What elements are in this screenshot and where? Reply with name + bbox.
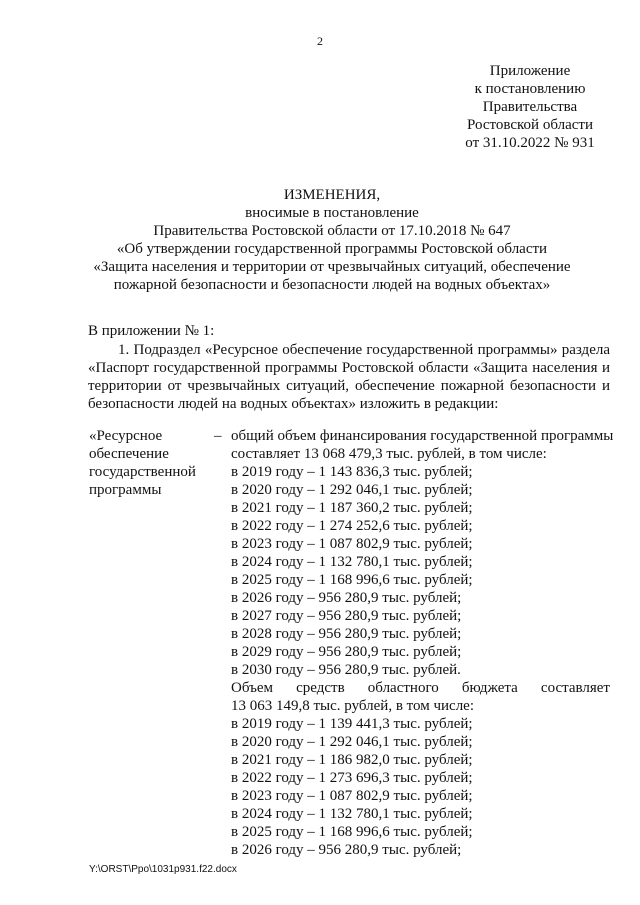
title-heading: ИЗМЕНЕНИЯ,: [283, 187, 381, 203]
year-line: в 2025 году – 1 168 996,6 тыс. рублей;: [231, 572, 473, 588]
file-path-footer: Y:\ORST\Ppo\1031p931.f22.docx: [89, 864, 237, 875]
total-intro-line: общий объем финансирования государственной программы: [231, 428, 614, 444]
year-line: в 2022 году – 1 274 252,6 тыс. рублей;: [231, 518, 473, 534]
total-intro-line: составляет 13 068 479,3 тыс. рублей, в том числе:: [231, 446, 547, 462]
left-line: «Ресурсное: [89, 428, 163, 444]
page-number: 2: [317, 34, 323, 48]
year-line: в 2021 году – 1 186 982,0 тыс. рублей;: [231, 752, 473, 768]
year-line: в 2026 году – 956 280,9 тыс. рублей;: [231, 590, 462, 606]
title-line: вносимые в постановление: [245, 205, 419, 221]
year-line: в 2023 году – 1 087 802,9 тыс. рублей;: [231, 536, 473, 552]
title-line: «Об утверждении государственной программы Ростовской области: [116, 241, 548, 257]
table-right-column: [231, 427, 614, 859]
appendix-line: к постановлению: [474, 81, 586, 97]
year-line: в 2024 году – 1 132 780,1 тыс. рублей;: [231, 554, 473, 570]
year-line: в 2020 году – 1 292 046,1 тыс. рублей;: [231, 482, 473, 498]
year-line: в 2026 году – 956 280,9 тыс. рублей;: [231, 842, 462, 858]
left-line: государственной: [89, 464, 196, 480]
table-dash: –: [214, 428, 222, 444]
year-line: в 2024 году – 1 132 780,1 тыс. рублей;: [231, 806, 473, 822]
regional-intro-line: Объем средств областного бюджета составляет: [231, 680, 610, 696]
year-line: в 2019 году – 1 139 441,3 тыс. рублей;: [231, 716, 473, 732]
year-line: в 2022 году – 1 273 696,3 тыс. рублей;: [231, 770, 473, 786]
year-line: в 2019 году – 1 143 836,3 тыс. рублей;: [231, 464, 473, 480]
appendix-line: Ростовской области: [467, 117, 593, 133]
appendix-line: Приложение: [489, 63, 571, 79]
paragraph-1-text: 1. Подраздел «Ресурсное обеспечение государственной программы» раздела «Паспорт государственной программы Ростовской области «Защита населения и территории от чрезвычайных ситуаций, обеспечение пожарной безопасности и безопасности людей на водных объектах» изложить в редакции:: [88, 342, 610, 412]
year-line: в 2021 году – 1 187 360,2 тыс. рублей;: [231, 500, 473, 516]
year-line: в 2029 году – 956 280,9 тыс. рублей;: [231, 644, 462, 660]
appendix-block: [430, 62, 630, 152]
title-line: пожарной безопасности и безопасности людей на водных объектах»: [113, 277, 551, 293]
year-line: в 2025 году – 1 168 996,6 тыс. рублей;: [231, 824, 473, 840]
title-line: «Защита населения и территории от чрезвычайных ситуаций, обеспечение: [93, 259, 571, 275]
appendix-line: Правительства: [482, 99, 578, 115]
year-line: в 2030 году – 956 280,9 тыс. рублей.: [231, 662, 461, 678]
paragraph-1: [88, 341, 610, 413]
title-line: Правительства Ростовской области от 17.10.2018 № 647: [153, 223, 511, 239]
intro-text: В приложении № 1:: [88, 323, 215, 339]
left-line: программы: [89, 482, 162, 498]
appendix-line: от 31.10.2022 № 931: [465, 135, 595, 151]
year-line: в 2020 году – 1 292 046,1 тыс. рублей;: [231, 734, 473, 750]
year-line: в 2028 году – 956 280,9 тыс. рублей;: [231, 626, 462, 642]
document-title: [62, 186, 602, 294]
left-line: обеспечение: [89, 446, 169, 462]
year-line: в 2027 году – 956 280,9 тыс. рублей;: [231, 608, 462, 624]
year-line: в 2023 году – 1 087 802,9 тыс. рублей;: [231, 788, 473, 804]
regional-intro-line: 13 063 149,8 тыс. рублей, в том числе:: [231, 698, 475, 714]
table-left-column: [89, 427, 209, 499]
